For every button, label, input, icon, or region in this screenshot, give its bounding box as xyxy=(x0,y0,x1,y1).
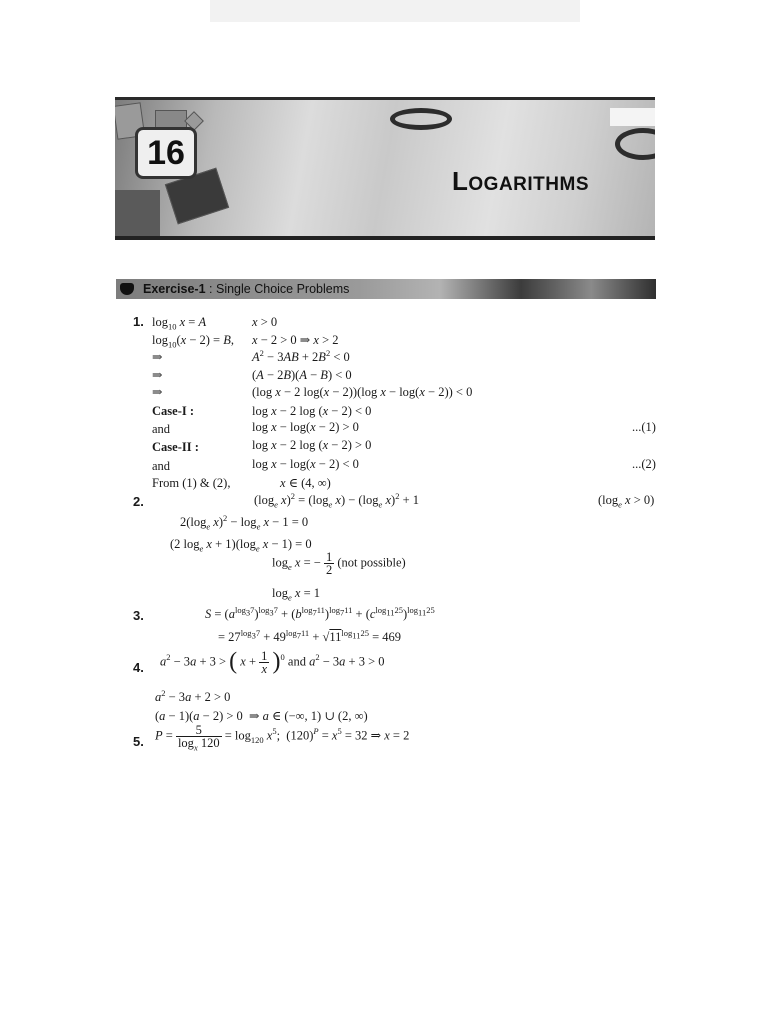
math-line: $a^2 - 3a + 3$ > ( x + $\frac{1}{x}$ )$^0$ and $a^2 - 3a + 3 > 0$ xyxy=(160,648,385,676)
equation-tag-2: ...(2) xyxy=(632,457,656,471)
math-line: $A^2 - 3AB + 2B^2 < 0$ xyxy=(252,347,350,364)
math-line: $\log_e x$ = − $\frac{1}{2}$ (not possible) xyxy=(272,550,406,577)
equation-tag-1: ...(1) xyxy=(632,420,656,434)
math-line: x − 2 > 0 ⇒ x > 2 xyxy=(252,333,339,347)
banner-ring xyxy=(390,108,452,130)
math-line: log x − log(x − 2) > 0 xyxy=(252,420,359,434)
implies-symbol: ⇒ xyxy=(152,350,163,364)
from-label: From (1) & (2), xyxy=(152,476,231,490)
math-line: x ∈ (4, ∞) xyxy=(280,476,331,490)
problem-number-5: 5. xyxy=(133,734,144,749)
banner-shadow xyxy=(115,190,160,236)
math-line: = $27^{log_37} + 49^{log_711} + √11^{log_{11}25} = 469$ xyxy=(218,627,402,644)
and-label: and xyxy=(152,459,171,473)
problem-number-2: 2. xyxy=(133,494,144,509)
implies-symbol: ⇒ xyxy=(152,368,163,382)
math-line: (2 $\log_e x + 1)(\log_e$ x − 1) = 0 xyxy=(170,537,312,554)
chapter-title xyxy=(452,166,589,197)
math-line: P = $\frac{5}{\log_x 120}$ = $\log_{120} x^5$; $(120)^P = x^5 = 32$ ⇒ x = 2 xyxy=(155,723,410,753)
case-1-label: Case-I : xyxy=(152,404,195,418)
case-2-label: Case-II : xyxy=(152,440,199,454)
math-line: (A − 2B)(A − B) < 0 xyxy=(252,368,352,382)
exercise-title xyxy=(143,282,349,296)
math-line: $S = (a^{log_37})^{log_37} + (b^{log_711})^{log_711} + (c^{log_{11}25})^{log_{11}25}$ xyxy=(205,604,435,621)
math-line: (a − 1)(a − 2) > 0 ⇒ a ∈ (−∞, 1) ∪ (2, ∞) xyxy=(155,709,368,723)
math-line: $\log_e x = 1$ xyxy=(272,586,321,603)
math-line: log x − 2 log (x − 2) > 0 xyxy=(252,438,372,452)
chapter-title-rest: OGARITHMS xyxy=(468,174,589,195)
math-line: log x − 2 log (x − 2) < 0 xyxy=(252,404,372,418)
math-line: $2(\log_e$ $x)^2 - \log_e x - 1 = 0$ xyxy=(180,512,309,532)
math-line: x > 0 xyxy=(252,315,278,329)
scan-smudge xyxy=(210,0,580,22)
math-line: (log x − 2 log(x − 2))(log x − log(x − 2)) < 0 xyxy=(252,385,473,399)
math-line: log x − log(x − 2) < 0 xyxy=(252,457,359,471)
math-line: ($\log_e$ x > 0) xyxy=(598,493,655,510)
math-line: ($\log_e$ $x)^2 = (\log_e$ $x) - (\log_e$ x)$^2$ + 1 xyxy=(254,490,419,510)
problem-number-1: 1. xyxy=(133,314,144,329)
chapter-number: 16 xyxy=(135,127,197,179)
math-line: $\log_{10}(x - 2) = B$, xyxy=(152,333,234,350)
banner-tile xyxy=(610,108,655,126)
exercise-title-rest: : Single Choice Problems xyxy=(209,282,350,296)
problem-number-4: 4. xyxy=(133,660,144,675)
not-possible-note: (not possible) xyxy=(337,555,406,570)
exercise-title-bold: Exercise-1 xyxy=(143,282,206,296)
banner-ring xyxy=(615,128,655,160)
math-line: $a^2 - 3a + 2 > 0$ xyxy=(155,687,231,704)
implies-symbol: ⇒ xyxy=(152,385,163,399)
problem-number-3: 3. xyxy=(133,608,144,623)
and-label: and xyxy=(152,422,171,436)
math-line: $\log_{10} x = A$ xyxy=(152,315,207,332)
chapter-title-initial: L xyxy=(452,166,469,196)
